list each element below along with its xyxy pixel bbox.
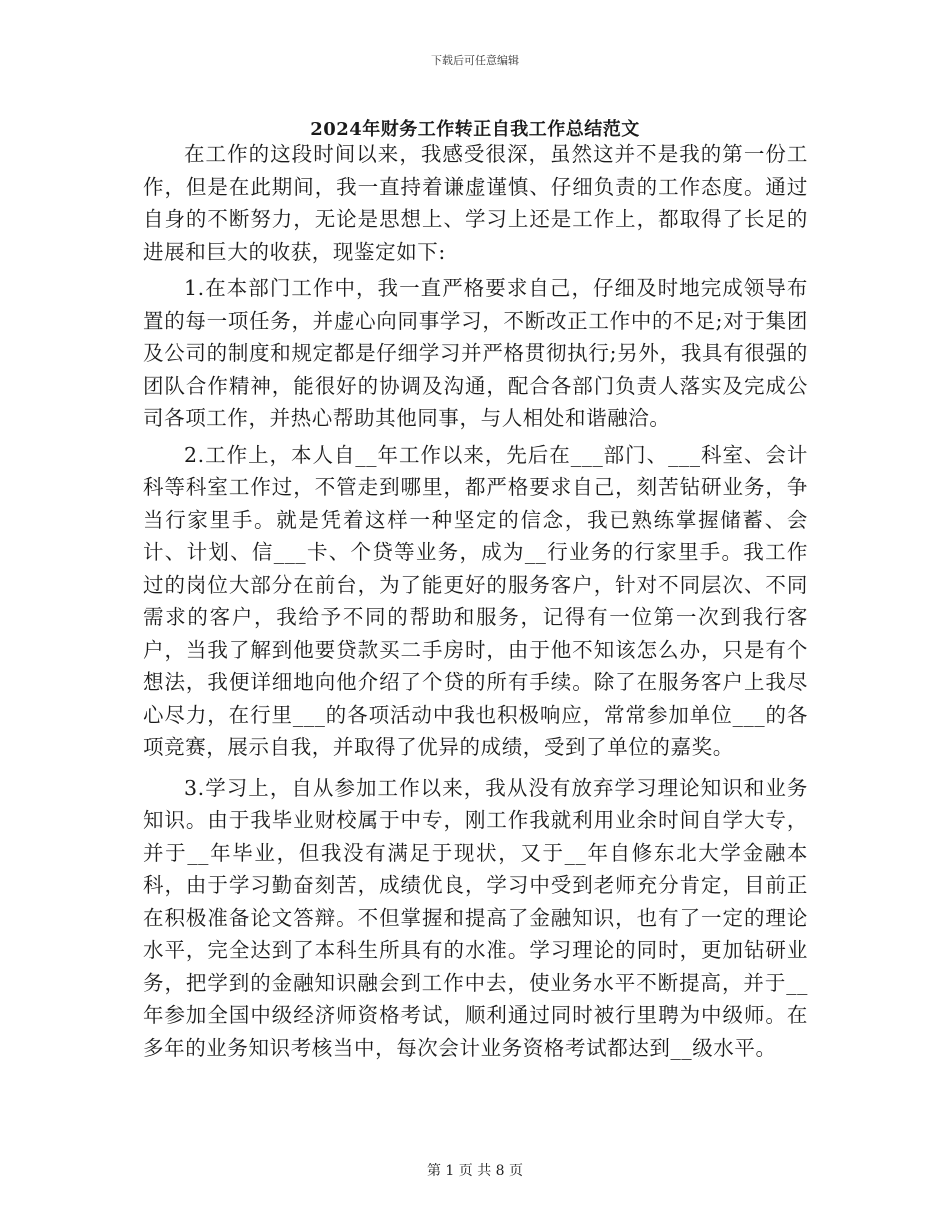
- paragraph-section-1: 1.在本部门工作中，我一直严格要求自己，仔细及时地完成领导布置的每一项任务，并虚心向同事学习，不断改正工作中的不足;对于集团及公司的制度和规定都是仔细学习并严格贯彻执行;另外，我具有很强的团队合作精神，能很好的协调及沟通，配合各部门负责人落实及完成公司各项工作，并热心帮助其他同事，与人相处和谐融洽。: [143, 276, 808, 430]
- intro-paragraph: 在工作的这段时间以来，我感受很深，虽然这并不是我的第一份工作，但是在此期间，我一直持着谦虚谨慎、仔细负责的工作态度。通过自身的不断努力，无论是思想上、学习上还是工作上，都取得了长足的进展和巨大的收获，现鉴定如下:: [143, 142, 808, 264]
- document-body: [143, 138, 808, 1064]
- page-footer-number: 第 1 页 共 8 页: [426, 1163, 524, 1179]
- paragraph-section-2: 2.工作上，本人自__年工作以来，先后在___部门、___科室、会计科等科室工作过，不管走到哪里，都严格要求自己，刻苦钻研业务，争当行家里手。就是凭着这样一种坚定的信念，我已熟练掌握储蓄、会计、计划、信___卡、个贷等业务，成为__行业务的行家里手。我工作过的岗位大部分在前台，为了能更好的服务客户，针对不同层次、不同需求的客户，我给予不同的帮助和服务，记得有一位第一次到我行客户，当我了解到他要贷款买二手房时，由于他不知该怎么办，只是有个想法，我便详细地向他介绍了个贷的所有手续。除了在服务客户上我尽心尽力，在行里___的各项活动中我也积极响应，常常参加单位___的各项竞赛，展示自我，并取得了优异的成绩，受到了单位的嘉奖。: [143, 442, 808, 759]
- paragraph-section-3: 3.学习上，自从参加工作以来，我从没有放弃学习理论知识和业务知识。由于我毕业财校属于中专，刚工作我就利用业余时间自学大专，并于__年毕业，但我没有满足于现状，又于__年自修东北大学金融本科，由于学习勤奋刻苦，成绩优良，学习中受到老师充分肯定，目前正在积极准备论文答辩。不但掌握和提高了金融知识，也有了一定的理论水平，完全达到了本科生所具有的水准。学习理论的同时，更加钻研业务，把学到的金融知识融会到工作中去，使业务水平不断提高，并于__年参加全国中级经济师资格考试，顺利通过同时被行里聘为中级师。在多年的业务知识考核当中，每次会计业务资格考试都达到__级水平。: [143, 775, 808, 1060]
- document-title: 2024年财务工作转正自我工作总结范文: [310, 119, 640, 140]
- page-header-note: 下载后可任意编辑: [431, 54, 519, 67]
